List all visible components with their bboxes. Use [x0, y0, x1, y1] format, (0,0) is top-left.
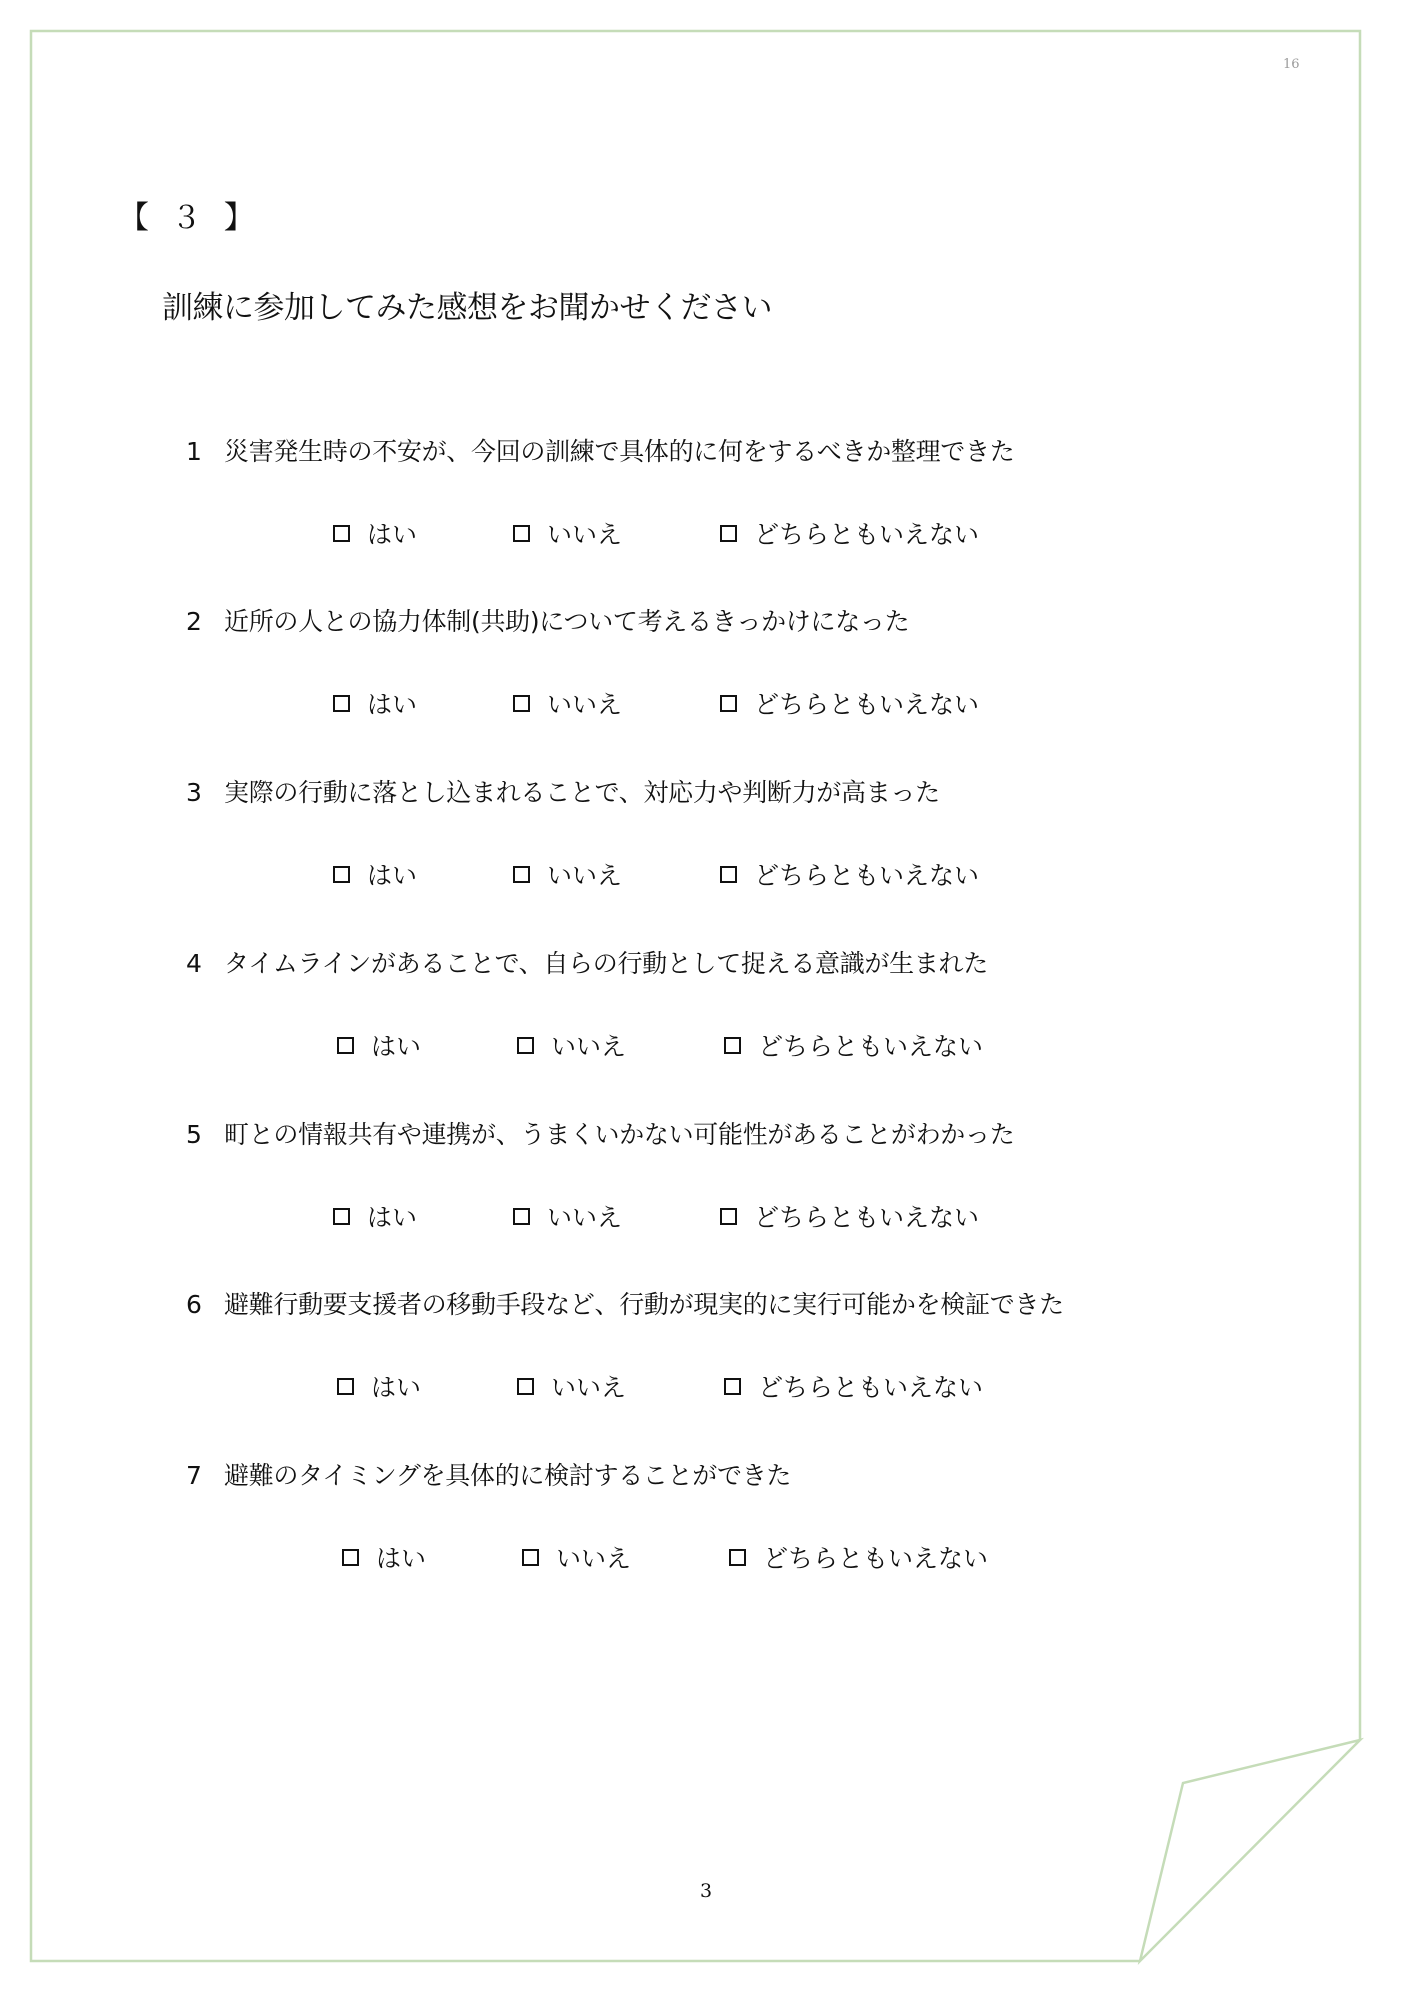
option-neutral[interactable]: どちらともいえない: [724, 1028, 983, 1062]
question-7: [186, 1456, 791, 1492]
option-no[interactable]: いいえ: [513, 1199, 622, 1233]
question-number: 1: [186, 437, 202, 466]
question-text: タイムラインがあることで、自らの行動として捉える意識が生まれた: [224, 949, 988, 978]
option-no[interactable]: いいえ: [522, 1540, 631, 1574]
option-yes[interactable]: はい: [337, 1028, 421, 1062]
option-no[interactable]: いいえ: [517, 1028, 626, 1062]
checkbox-icon[interactable]: [517, 1037, 534, 1054]
option-neutral[interactable]: どちらともいえない: [720, 686, 979, 720]
checkbox-icon[interactable]: [724, 1378, 741, 1395]
question-number: 7: [186, 1461, 202, 1490]
question-text: 避難のタイミングを具体的に検討することができた: [224, 1461, 792, 1490]
question-6: [186, 1285, 1064, 1321]
question-number: 6: [186, 1290, 202, 1319]
question-text: 実際の行動に落とし込まれることで、対応力や判断力が高まった: [224, 778, 940, 807]
option-yes[interactable]: はい: [333, 1199, 417, 1233]
option-no[interactable]: いいえ: [513, 516, 622, 550]
survey-subtitle: 訓練に参加してみた感想をお聞かせください: [162, 290, 772, 326]
question-number: 5: [186, 1120, 202, 1149]
question-3: [186, 773, 940, 809]
option-neutral[interactable]: どちらともいえない: [729, 1540, 988, 1574]
question-number: 2: [186, 607, 202, 636]
option-yes[interactable]: はい: [333, 516, 417, 550]
checkbox-icon[interactable]: [513, 866, 530, 883]
checkbox-icon[interactable]: [342, 1549, 359, 1566]
checkbox-icon[interactable]: [333, 1208, 350, 1225]
checkbox-icon[interactable]: [729, 1549, 746, 1566]
checkbox-icon[interactable]: [720, 695, 737, 712]
question-number: 4: [186, 949, 202, 978]
checkbox-icon[interactable]: [513, 695, 530, 712]
checkbox-icon[interactable]: [517, 1378, 534, 1395]
corner-page-number: 16: [1283, 57, 1300, 72]
question-text: 町との情報共有や連携が、うまくいかない可能性があることがわかった: [224, 1120, 1015, 1149]
question-text: 避難行動要支援者の移動手段など、行動が現実的に実行可能かを検証できた: [224, 1290, 1064, 1319]
option-yes[interactable]: はい: [333, 686, 417, 720]
question-4: [186, 944, 988, 980]
checkbox-icon[interactable]: [513, 525, 530, 542]
checkbox-icon[interactable]: [720, 1208, 737, 1225]
checkbox-icon[interactable]: [522, 1549, 539, 1566]
question-text: 近所の人との協力体制(共助)について考えるきっかけになった: [224, 607, 910, 636]
checkbox-icon[interactable]: [724, 1037, 741, 1054]
option-no[interactable]: いいえ: [513, 686, 622, 720]
page-number: 3: [700, 1880, 713, 1902]
question-2: [186, 602, 909, 638]
page-curl-flap: [1140, 1740, 1360, 1961]
checkbox-icon[interactable]: [333, 695, 350, 712]
option-neutral[interactable]: どちらともいえない: [720, 857, 979, 891]
checkbox-icon[interactable]: [333, 525, 350, 542]
option-neutral[interactable]: どちらともいえない: [724, 1369, 983, 1403]
checkbox-icon[interactable]: [337, 1037, 354, 1054]
question-number: 3: [186, 778, 202, 807]
option-yes[interactable]: はい: [333, 857, 417, 891]
question-text: 災害発生時の不安が、今回の訓練で具体的に何をするべきか整理できた: [224, 437, 1015, 466]
option-no[interactable]: いいえ: [513, 857, 622, 891]
checkbox-icon[interactable]: [333, 866, 350, 883]
checkbox-icon[interactable]: [720, 866, 737, 883]
option-no[interactable]: いいえ: [517, 1369, 626, 1403]
checkbox-icon[interactable]: [513, 1208, 530, 1225]
section-heading: 【 ３ 】: [118, 200, 261, 236]
question-1: [186, 432, 1014, 468]
question-5: [186, 1115, 1014, 1151]
option-neutral[interactable]: どちらともいえない: [720, 1199, 979, 1233]
option-yes[interactable]: はい: [337, 1369, 421, 1403]
option-neutral[interactable]: どちらともいえない: [720, 516, 979, 550]
checkbox-icon[interactable]: [720, 525, 737, 542]
checkbox-icon[interactable]: [337, 1378, 354, 1395]
option-yes[interactable]: はい: [342, 1540, 426, 1574]
